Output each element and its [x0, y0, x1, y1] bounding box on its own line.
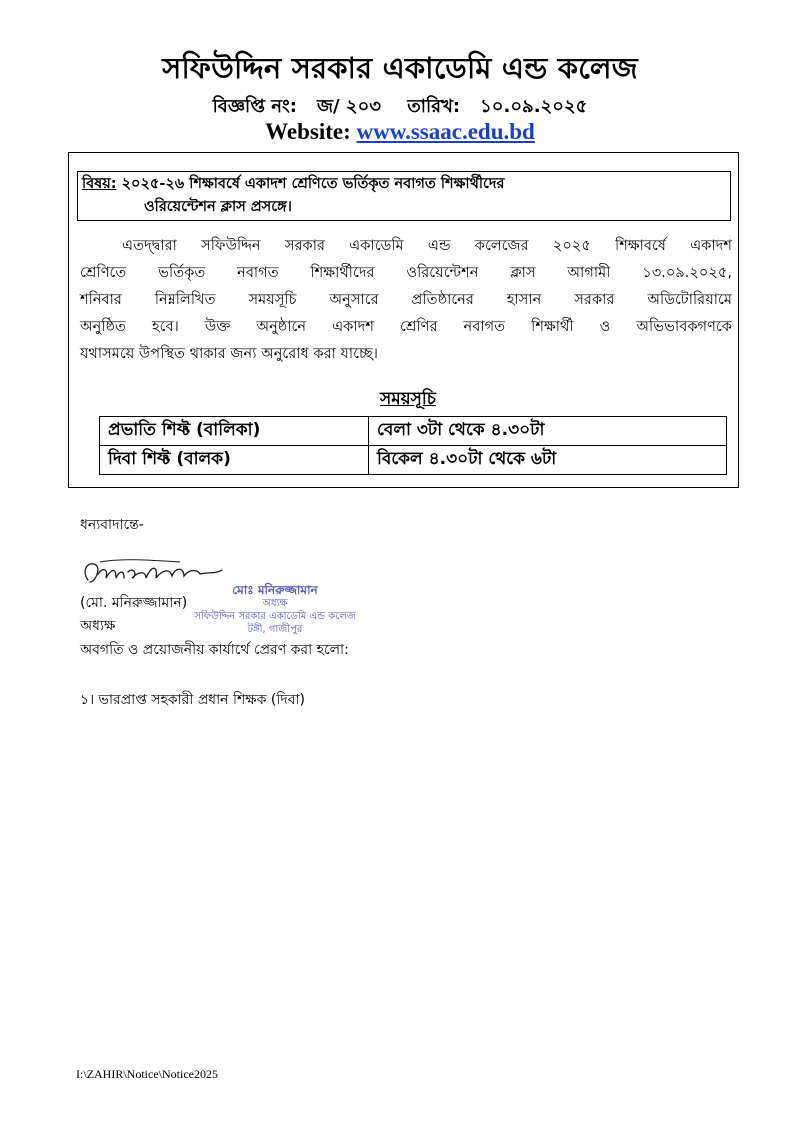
schedule-table	[99, 416, 727, 475]
subject-line-2: ওরিয়েন্টেশন ক্লাস প্রসঙ্গে।	[144, 199, 292, 215]
body-line: যথাসময়ে উপস্থিত থাকার জন্য অনুরোধ করা যাচ্ছে।	[80, 345, 378, 362]
shift-cell: প্রভাতি শিফ্ট (বালিকা)	[100, 417, 369, 446]
schedule-title: সময়সূচি	[380, 389, 436, 409]
file-path-footer: I:\ZAHIR\Notice\Notice2025	[76, 1067, 218, 1081]
time-cell: বেলা ৩টা থেকে ৪.৩০টা	[369, 417, 727, 446]
subject	[82, 173, 730, 219]
notice-body	[80, 232, 732, 367]
recipient-item: ১। ভারপ্রাপ্ত সহকারী প্রধান শিক্ষক (দিবা)	[80, 692, 305, 708]
table-row	[100, 446, 727, 475]
date-label: তারিখ:	[407, 96, 461, 117]
subject-line-1: ২০২৫-২৬ শিক্ষাবর্ষে একাদশ শ্রেণিতে ভর্তিকৃত নবাগত শিক্ষার্থীদের	[121, 176, 505, 192]
subject-label: বিষয়:	[82, 176, 117, 192]
time-cell: বিকেল ৪.৩০টা থেকে ৬টা	[369, 446, 727, 475]
notice-date: ১০.০৯.২০২৫	[480, 96, 588, 117]
notice-number: জ/ ২০৩	[316, 96, 382, 117]
forward-note: অবগতি ও প্রয়োজনীয় কার্যার্থে প্রেরণ করা হলো:	[80, 642, 349, 658]
greeting: ধন্যবাদান্তে-	[80, 517, 144, 533]
shift-cell: দিবা শিফ্ট (বালক)	[100, 446, 369, 475]
body-line: শনিবার নিম্নলিখিত সময়সূচি অনুসারে প্রতিষ্ঠানের হাসান সরকার অডিটোরিয়ামে	[80, 291, 732, 308]
website-label: Website:	[265, 119, 351, 144]
table-row	[100, 417, 727, 446]
body-line: এতদ্দ্বারা সফিউদ্দিন সরকার একাডেমি এন্ড কলেজের ২০২৫ শিক্ষাবর্ষে একাদশ	[122, 237, 732, 254]
signatory-designation: অধ্যক্ষ	[80, 618, 116, 634]
institution-title: সফিউদ্দিন সরকার একাডেমি এন্ড কলেজ	[162, 51, 638, 85]
seal-institution: সফিউদ্দিন সরকার একাডেমি এন্ড কলেজ	[194, 611, 356, 622]
seal-title: অধ্যক্ষ	[262, 598, 288, 609]
website-link[interactable]: www.ssaac.edu.bd	[356, 119, 535, 144]
body-line: অনুষ্ঠিত হবে। উক্ত অনুষ্ঠানে একাদশ শ্রেণির নবাগত শিক্ষার্থী ও অভিভাবকগণকে	[80, 318, 732, 335]
seal-name: মোঃ মনিরুজ্জামান	[232, 583, 318, 597]
official-seal	[190, 584, 360, 636]
body-line: শ্রেণিতে ভর্তিকৃত নবাগত শিক্ষার্থীদের ওরিয়েন্টেশন ক্লাস আগামী ১৩.০৯.২০২৫,	[80, 264, 732, 281]
seal-location: টঙ্গী, গাজীপুর	[247, 624, 303, 635]
signatory-name: (মো. মনিরুজ্জামান)	[80, 595, 188, 611]
notice-number-label: বিজ্ঞপ্তি নং:	[212, 96, 297, 117]
website-line	[0, 119, 800, 145]
